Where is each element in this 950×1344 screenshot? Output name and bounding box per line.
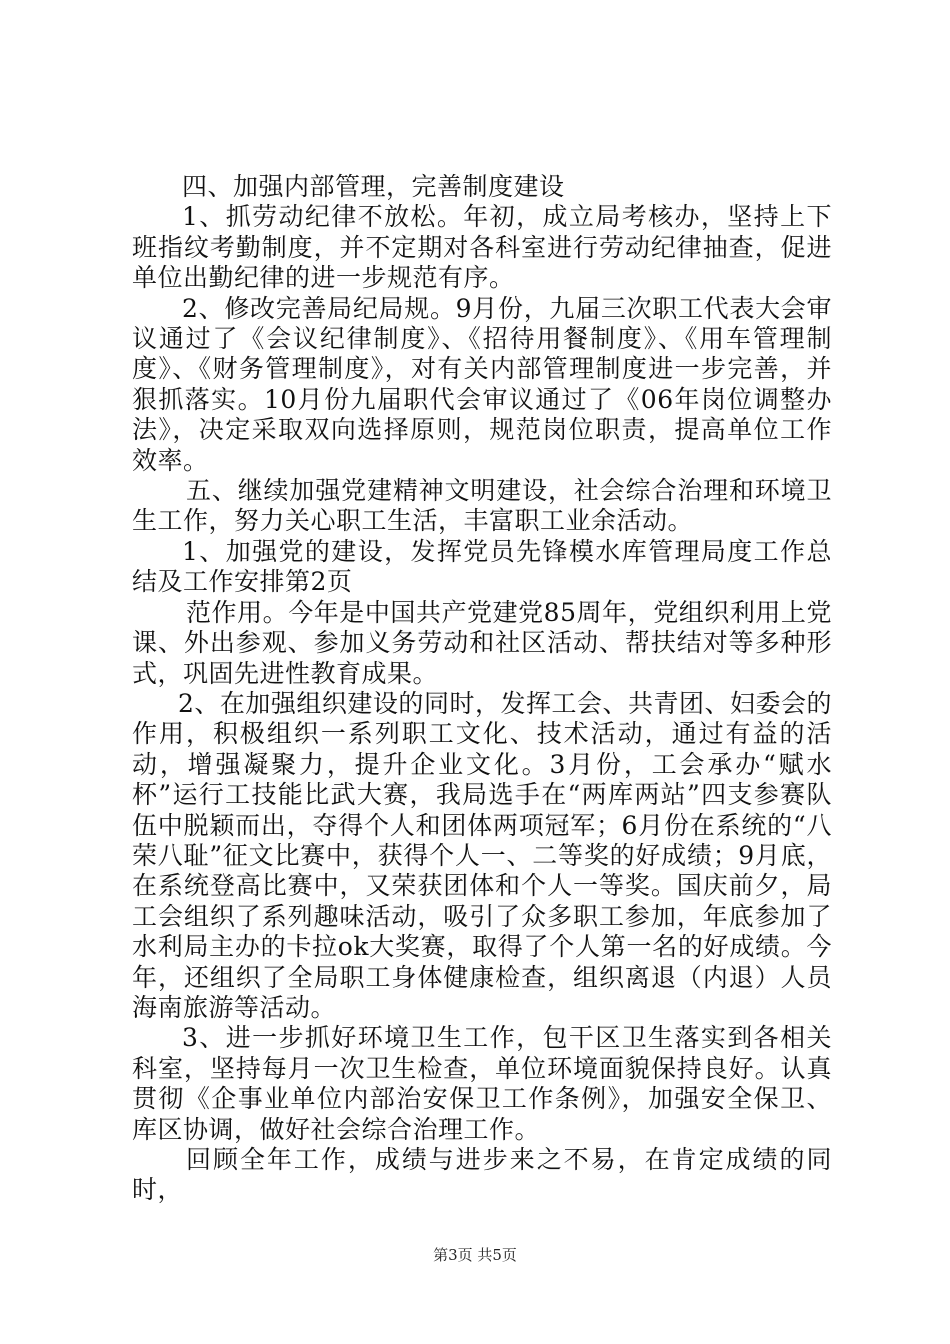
paragraph-rules-revision: 2、修改完善局纪局规。9月份，九届三次职工代表大会审议通过了《会议纪律制度》、《招待用餐制度》、《用车管理制度》、《财务管理制度》，对有关内部管理制度进一步完善，并狠抓落实。10月份九届职代会审议通过了《06年岗位调整办法》，决定采取双向选择原则，规范岗位职责，提高单位工作效率。	[132, 293, 832, 475]
paragraph-labor-discipline: 1、抓劳动纪律不放松。年初，成立局考核办，坚持上下班指纹考勤制度，并不定期对各科室进行劳动纪律抽查，促进单位出勤纪律的进一步规范有序。	[132, 202, 832, 293]
document-body	[132, 172, 832, 1206]
section-heading-4: 四、加强内部管理，完善制度建设	[182, 172, 565, 201]
page-number-footer: 第3页 共5页	[433, 1246, 517, 1264]
paragraph-environment-hygiene: 3、进一步抓好环境卫生工作，包干区卫生落实到各相关科室，坚持每月一次卫生检查，单位环境面貌保持良好。认真贯彻《企事业单位内部治安保卫工作条例》，加强安全保卫、库区协调，做好社会综合治理工作。	[132, 1023, 832, 1144]
section-heading-5: 五、继续加强党建精神文明建设，社会综合治理和环境卫生工作，努力关心职工生活，丰富职工业余活动。	[132, 476, 832, 536]
paragraph-party-building: 1、加强党的建设，发挥党员先锋模水库管理局度工作总结及工作安排第2页	[132, 536, 832, 597]
paragraph-organization-activities: 2、在加强组织建设的同时，发挥工会、共青团、妇委会的作用，积极组织一系列职工文化、技术活动，通过有益的活动，增强凝聚力，提升企业文化。3月份，工会承办“赋水杯”运行工技能比武大赛，我局选手在“两库两站”四支参赛队伍中脱颖而出，夺得个人和团体两项冠军；6月份在系统的“八荣八耻”征文比赛中，获得个人一、二等奖的好成绩；9月底，在系统登高比赛中，又荣获团体和个人一等奖。国庆前夕，局工会组织了系列趣味活动，吸引了众多职工参加，年底参加了水利局主办的卡拉ok大奖赛，取得了个人第一名的好成绩。今年，还组织了全局职工身体健康检查，组织离退（内退）人员海南旅游等活动。	[132, 688, 832, 1022]
paragraph-exemplary-role: 范作用。今年是中国共产党建党85周年，党组织利用上党课、外出参观、参加义务劳动和社区活动、帮扶结对等多种形式，巩固先进性教育成果。	[132, 597, 832, 688]
paragraph-review: 回顾全年工作，成绩与进步来之不易，在肯定成绩的同时，	[132, 1145, 832, 1205]
